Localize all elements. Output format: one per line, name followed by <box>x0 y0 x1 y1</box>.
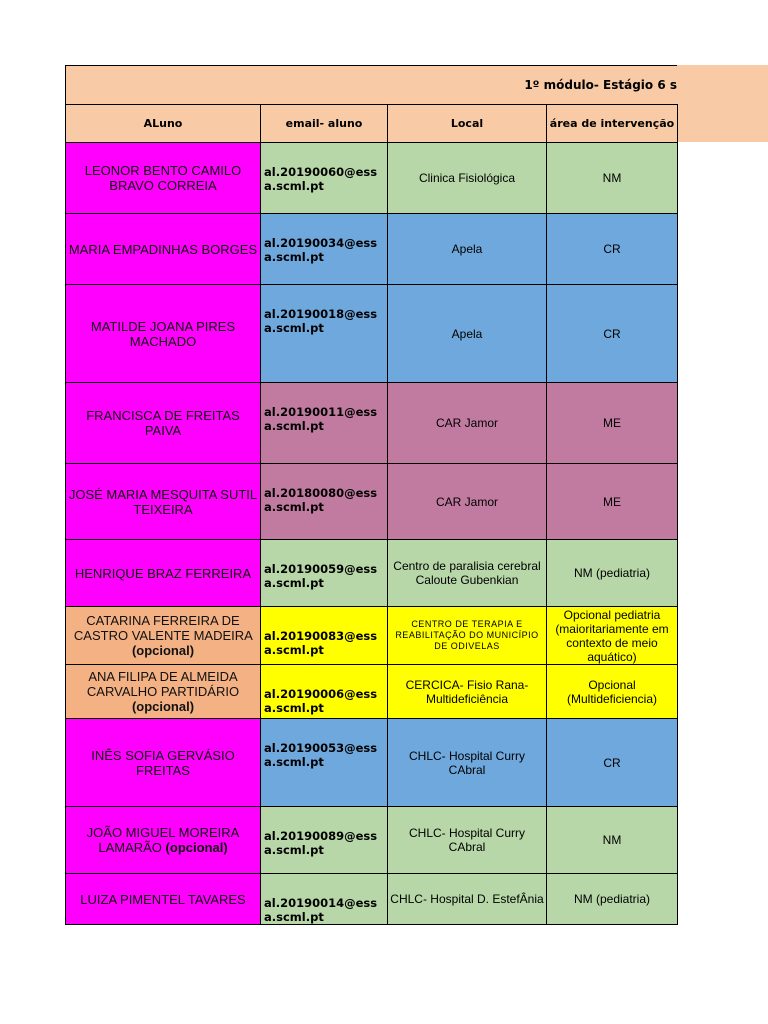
table-row <box>66 874 678 925</box>
cell-student-email[interactable]: al.20190053@essa.scml.pt <box>261 719 388 807</box>
student-name: FRANCISCA DE FREITAS PAIVA <box>86 408 240 438</box>
header-extension <box>677 104 768 142</box>
student-name: MATILDE JOANA PIRES MACHADO <box>90 318 236 349</box>
table-row <box>66 214 678 285</box>
cell-student-email[interactable]: al.20190089@essa.scml.pt <box>261 807 388 874</box>
cell-local[interactable]: Apela <box>388 214 547 285</box>
cell-area[interactable]: Opcional pediatria (maioritariamente em contexto de meio aquático) <box>547 607 678 665</box>
table-row <box>66 607 678 665</box>
student-name: LEONOR BENTO CAMILO BRAVO CORREIA <box>84 163 242 193</box>
cell-local[interactable]: CHLC- Hospital Curry CAbral <box>388 719 547 807</box>
student-name: CATARINA FERREIRA DE CASTRO VALENTE MADEIRA <box>73 613 253 643</box>
cell-student-name[interactable] <box>66 874 261 925</box>
cell-area[interactable]: CR <box>547 214 678 285</box>
cell-area[interactable]: NM <box>547 807 678 874</box>
table-row <box>66 143 678 214</box>
column-header-email[interactable]: email- aluno <box>261 105 388 143</box>
cell-local[interactable]: Centro de paralisia cerebral Caloute Gubenkian <box>388 540 547 607</box>
cell-student-email[interactable]: al.20190011@essa.scml.pt <box>261 383 388 464</box>
cell-local[interactable]: CHLC- Hospital D. EstefÂnia <box>388 874 547 925</box>
cell-student-email[interactable]: al.20180080@essa.scml.pt <box>261 464 388 540</box>
student-name: ANA FILIPA DE ALMEIDA CARVALHO PARTIDÁRIO <box>86 669 240 699</box>
student-name: MARIA EMPADINHAS BORGES <box>68 241 258 257</box>
student-name: JOSÉ MARIA MESQUITA SUTIL TEIXEIRA <box>68 486 258 517</box>
cell-student-name[interactable] <box>66 214 261 285</box>
cell-area[interactable]: ME <box>547 383 678 464</box>
cell-student-email[interactable]: al.20190083@essa.scml.pt <box>261 607 388 665</box>
cell-area[interactable]: NM (pediatria) <box>547 540 678 607</box>
table-body <box>66 143 678 925</box>
header-row <box>66 105 678 143</box>
cell-student-email[interactable]: al.20190060@essa.scml.pt <box>261 143 388 214</box>
cell-student-email[interactable]: al.20190018@essa.scml.pt <box>261 285 388 383</box>
table-row <box>66 540 678 607</box>
cell-area[interactable]: Opcional (Multideficiencia) <box>547 665 678 719</box>
student-name: INÊS SOFIA GERVÁSIO FREITAS <box>91 747 235 778</box>
cell-student-name[interactable] <box>66 464 261 540</box>
cell-area[interactable]: NM (pediatria) <box>547 874 678 925</box>
table-row <box>66 807 678 874</box>
cell-area[interactable]: CR <box>547 719 678 807</box>
cell-student-name[interactable] <box>66 719 261 807</box>
cell-local[interactable]: CAR Jamor <box>388 383 547 464</box>
cell-local[interactable]: CERCICA- Fisio Rana- Multideficiência <box>388 665 547 719</box>
student-name: HENRIQUE BRAZ FERREIRA <box>74 565 252 581</box>
cell-local[interactable]: CHLC- Hospital Curry CAbral <box>388 807 547 874</box>
cell-student-name[interactable] <box>66 540 261 607</box>
table-row <box>66 665 678 719</box>
table-row <box>66 464 678 540</box>
optional-tag: (opcional) <box>131 643 195 658</box>
student-table <box>65 104 678 925</box>
column-header-local[interactable]: Local <box>388 105 547 143</box>
student-name: JOÃO MIGUEL MOREIRA LAMARÃO <box>86 825 240 855</box>
column-header-area[interactable]: área de intervenção <box>547 105 678 143</box>
cell-student-name[interactable] <box>66 665 261 719</box>
cell-local[interactable]: Apela <box>388 285 547 383</box>
cell-area[interactable]: NM <box>547 143 678 214</box>
column-header-aluno[interactable]: ALuno <box>66 105 261 143</box>
cell-local[interactable]: CAR Jamor <box>388 464 547 540</box>
cell-student-email[interactable]: al.20190006@essa.scml.pt <box>261 665 388 719</box>
table-row <box>66 719 678 807</box>
cell-student-email[interactable]: al.20190034@essa.scml.pt <box>261 214 388 285</box>
cell-local[interactable]: Clinica Fisiológica <box>388 143 547 214</box>
cell-area[interactable]: ME <box>547 464 678 540</box>
cell-student-name[interactable] <box>66 607 261 665</box>
optional-tag: (opcional) <box>165 840 228 855</box>
cell-student-name[interactable] <box>66 807 261 874</box>
cell-student-name[interactable] <box>66 383 261 464</box>
cell-local[interactable]: CENTRO DE TERAPIA E REABILITAÇÃO DO MUNICÍPIO DE ODIVELAS <box>388 607 547 665</box>
cell-student-name[interactable] <box>66 143 261 214</box>
table-row <box>66 383 678 464</box>
cell-area[interactable]: CR <box>547 285 678 383</box>
cell-student-name[interactable] <box>66 285 261 383</box>
optional-tag: (opcional) <box>131 699 195 714</box>
cell-student-email[interactable]: al.20190059@essa.scml.pt <box>261 540 388 607</box>
sheet-title: 1º módulo- Estágio 6 s <box>65 65 677 104</box>
table-row <box>66 285 678 383</box>
cell-student-email[interactable]: al.20190014@essa.scml.pt <box>261 874 388 925</box>
student-name: LUIZA PIMENTEL TAVARES <box>80 891 246 907</box>
